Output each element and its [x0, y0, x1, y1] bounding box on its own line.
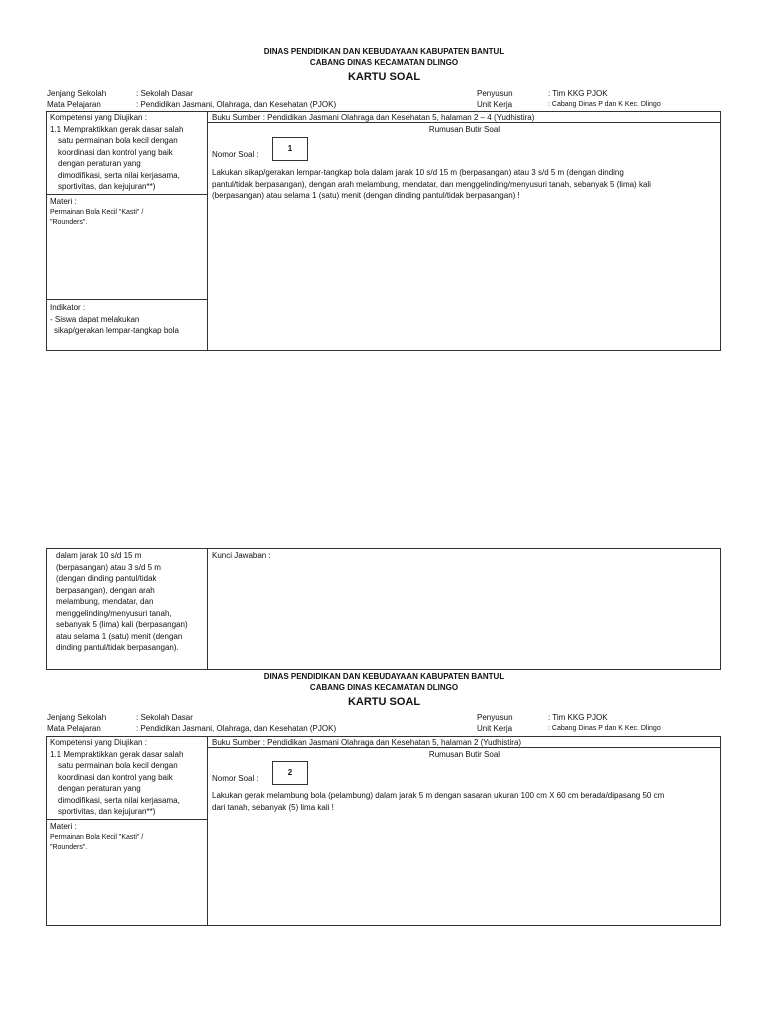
jenjang-value: : Sekolah Dasar: [136, 713, 193, 722]
card-title: KARTU SOAL: [347, 696, 421, 708]
kompetensi-line: satu permainan bola kecil dengan: [58, 136, 178, 145]
kompetensi-line: dengan peraturan yang: [58, 159, 141, 168]
materi-section: [50, 196, 206, 228]
indikator-section: [50, 302, 206, 337]
indikator-line: sikap/gerakan lempar-tangkap bola: [54, 326, 179, 335]
continuation-line: berpasangan), dengan arah: [56, 585, 155, 595]
penyusun-value: : Tim KKG PJOK: [548, 713, 608, 722]
mapel-label: Mata Pelajaran: [47, 100, 101, 109]
materi-line: Permainan Bola Kecil "Kasti" /: [50, 208, 144, 216]
kompetensi-label: Kompetensi yang Diujikan :: [50, 113, 147, 122]
jenjang-label: Jenjang Sekolah: [47, 89, 107, 98]
mapel-value: : Pendidikan Jasmani, Olahraga, dan Kesehatan (PJOK): [136, 100, 337, 109]
continuation-line: dalam jarak 10 s/d 15 m: [56, 551, 142, 560]
soal-line: Lakukan gerak melambung bola (pelambung) dalam jarak 5 m dengan sasaran ukuran 100 cm X 60 cm berada/dipasang 50 cm: [212, 791, 665, 800]
unit-label: Unit Kerja: [477, 100, 513, 109]
soal-text: [212, 167, 720, 202]
materi-label: Materi :: [50, 197, 77, 206]
unit-label: Unit Kerja: [477, 724, 513, 733]
continuation-line: menggelinding/menyusuri tanah,: [56, 608, 172, 618]
nomor-soal-label: Nomor Soal :: [212, 150, 259, 159]
kompetensi-line: sportivitas, dan kejujuran**): [58, 807, 156, 816]
agency-title: DINAS PENDIDIKAN DAN KEBUDAYAAN KABUPATEN BANTUL: [263, 672, 505, 681]
kompetensi-line: koordinasi dan kontrol yang baik: [58, 772, 173, 782]
rumusan-title: Rumusan Butir Soal: [428, 125, 501, 134]
unit-value: : Cabang Dinas P dan K Kec. Dlingo: [548, 101, 661, 108]
rumusan-title: Rumusan Butir Soal: [428, 750, 501, 759]
agency-title: DINAS PENDIDIKAN DAN KEBUDAYAAN KABUPATEN BANTUL: [263, 47, 505, 56]
continuation-line: dinding pantul/tidak berpasangan).: [56, 643, 179, 652]
nomor-soal-box: 1: [272, 137, 308, 161]
kompetensi-line: 1.1 Mempraktikkan gerak dasar salah: [50, 124, 184, 134]
buku-sumber: Buku Sumber : Pendidikan Jasmani Olahraga dan Kesehatan 5, halaman 2 (Yudhistira): [212, 738, 522, 747]
continuation-line: (dengan dinding pantul/tidak: [56, 574, 157, 583]
soal-text: [212, 790, 720, 813]
jenjang-label: Jenjang Sekolah: [47, 713, 107, 722]
mapel-label: Mata Pelajaran: [47, 724, 101, 733]
agency-subtitle: CABANG DINAS KECAMATAN DLINGO: [309, 683, 459, 692]
soal-line: dari tanah, sebanyak (5) lima kali !: [212, 802, 334, 812]
penyusun-value: : Tim KKG PJOK: [548, 89, 608, 98]
kompetensi-line: dimodifikasi, serta nilai kerjasama,: [58, 795, 180, 805]
unit-value: : Cabang Dinas P dan K Kec. Dlingo: [548, 725, 661, 732]
continuation-line: melambung, mendatar, dan: [56, 597, 154, 606]
kompetensi-label: Kompetensi yang Diujikan :: [50, 738, 147, 747]
materi-section: [50, 821, 206, 853]
continuation-text: [56, 550, 206, 654]
kompetensi-section: [50, 112, 206, 193]
indikator-label: Indikator :: [50, 303, 86, 312]
materi-label: Materi :: [50, 822, 77, 831]
kompetensi-line: 1.1 Mempraktikkan gerak dasar salah: [50, 749, 184, 759]
indikator-line: - Siswa dapat melakukan: [50, 314, 140, 324]
kompetensi-line: sportivitas, dan kejujuran**): [58, 182, 156, 191]
soal-line: Lakukan sikap/gerakan lempar-tangkap bola dalam jarak 10 s/d 15 m (berpasangan) atau 3 s/d 5 m (dengan dinding: [212, 168, 624, 177]
buku-sumber: Buku Sumber : Pendidikan Jasmani Olahraga dan Kesehatan 5, halaman 2 – 4 (Yudhistira): [212, 113, 535, 122]
continuation-line: (berpasangan) atau 3 s/d 5 m: [56, 562, 161, 572]
jenjang-value: : Sekolah Dasar: [136, 89, 193, 98]
kompetensi-line: dengan peraturan yang: [58, 784, 141, 793]
soal-line: (berpasangan) atau selama 1 (satu) menit (dengan dinding pantul/tidak berpasangan) !: [212, 191, 520, 200]
materi-line: "Rounders".: [50, 843, 88, 851]
continuation-line: sebanyak 5 (lima) kali (berpasangan): [56, 620, 188, 629]
kompetensi-line: koordinasi dan kontrol yang baik: [58, 147, 173, 157]
mapel-value: : Pendidikan Jasmani, Olahraga, dan Kesehatan (PJOK): [136, 724, 337, 733]
soal-line: pantul/tidak berpasangan), dengan arah melambung, mendatar, dan menggelinding/menyusuri tanah, sebanyak 5 (lima) kali: [212, 179, 651, 189]
kunci-jawaban-label: Kunci Jawaban :: [212, 551, 271, 560]
kompetensi-line: satu permainan bola kecil dengan: [58, 761, 178, 770]
materi-line: "Rounders".: [50, 218, 88, 226]
materi-line: Permainan Bola Kecil "Kasti" /: [50, 833, 144, 841]
penyusun-label: Penyusun: [477, 713, 513, 722]
kompetensi-section: [50, 737, 206, 818]
nomor-soal-label: Nomor Soal :: [212, 774, 259, 783]
nomor-soal-box: 2: [272, 761, 308, 785]
agency-subtitle: CABANG DINAS KECAMATAN DLINGO: [309, 58, 459, 67]
penyusun-label: Penyusun: [477, 89, 513, 98]
card-title: KARTU SOAL: [347, 71, 421, 83]
continuation-line: atau selama 1 (satu) menit (dengan: [56, 631, 183, 641]
kompetensi-line: dimodifikasi, serta nilai kerjasama,: [58, 170, 180, 180]
